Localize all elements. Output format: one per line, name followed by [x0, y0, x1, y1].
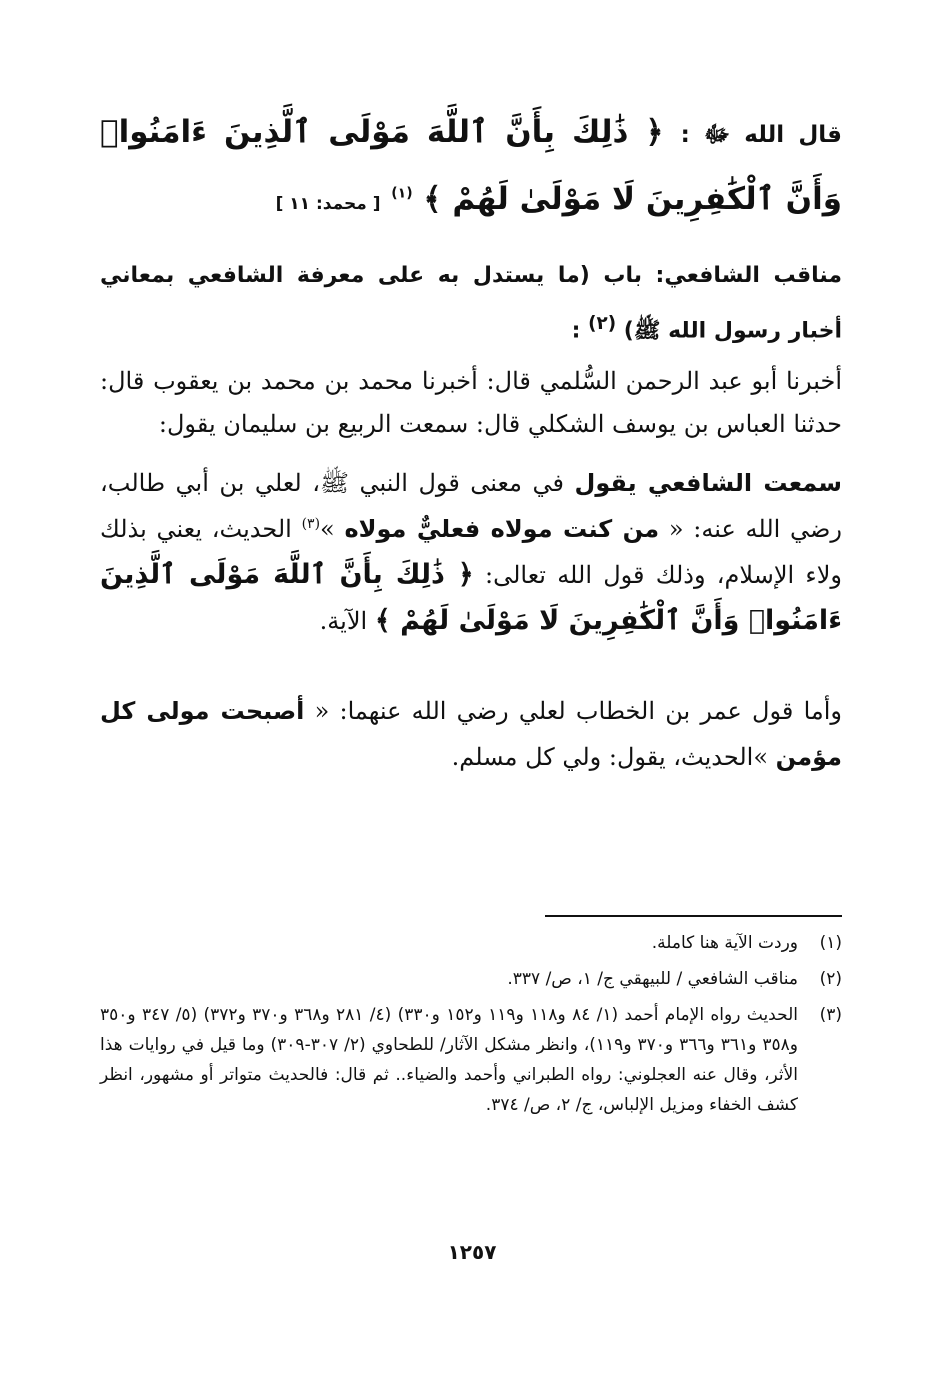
footnote-divider	[545, 915, 842, 917]
paragraph-3-text-b: »الحديث، يقول: ولي كل مسلم.	[451, 743, 776, 771]
verse-text: ﴿ ذَٰلِكَ بِأَنَّ ٱللَّهَ مَوْلَى ٱلَّذِينَ ءَامَنُوا۟ وَأَنَّ ٱلْكَٰفِرِينَ لَا مَوْلَىٰ لَهُمْ ﴾	[100, 114, 842, 217]
footnote-text: الحديث رواه الإمام أحمد (١/ ٨٤ و١١٨ و١١٩ و١٥٢ و٣٣٠) (٤/ ٢٨١ و٣٦٨ و٣٧٠ و٣٧٢) (٥/ ٣٤٧ و٣٥٠ و٣٥٨ و٣٦١ و٣٦٦ و٣٧٠ و١١٩)، وانظر مشكل الآثار/ للطحاوي (٢/ ٣٠٧-٣٠٩) وما قيل في روايات هذا الأثر، وقال عنه العجلوني: رواه الطبراني وأحمد والضياء.. ثم قال: فالحديث متواتر أو مشهور، انظر كشف الخفاء ومزيل الإلباس، ج/ ٢، ص/ ٣٧٤.	[100, 1005, 798, 1115]
umar-quote: أصبحت مولى كل مؤمن	[100, 697, 842, 771]
heading-tail: :	[571, 318, 581, 344]
paragraph-2-tail: الآية.	[319, 607, 375, 635]
footnote-number: (٢)	[819, 969, 842, 989]
verse-source: [ محمد: ١١ ]	[275, 194, 381, 214]
heading-text: مناقب الشافعي: باب (ما يستدل به على معرفة الشافعي بمعاني أخبار رسول الله ﷺ)	[100, 263, 842, 344]
paragraph-umar	[100, 688, 842, 780]
footnote-number: (٣)	[819, 1005, 842, 1025]
footnote-text: وردت الآية هنا كاملة.	[651, 933, 798, 953]
hadith-quote: من كنت مولاه فعليٌّ مولاه	[344, 515, 660, 543]
footnote-text: مناقب الشافعي / للبيهقي ج/ ١، ص/ ٣٣٧.	[507, 969, 798, 989]
paragraph-2-text-a: في معنى قول النبي ﷺ، لعلي بن أبي طالب، رضي الله عنه: «	[100, 469, 842, 543]
footnote-number: (١)	[819, 933, 842, 953]
footnote-item	[100, 964, 842, 994]
paragraph-2-verse: ﴿ ذَٰلِكَ بِأَنَّ ٱللَّهَ مَوْلَى ٱلَّذِينَ ءَامَنُوا۟ وَأَنَّ ٱلْكَٰفِرِينَ لَا مَوْلَىٰ لَهُمْ ﴾	[100, 559, 842, 636]
paragraph-1-text: أخبرنا أبو عبد الرحمن السُّلمي قال: أخبرنا محمد بن محمد بن يعقوب قال: حدثنا العباس بن يوسف الشكلي قال: سمعت الربيع بن سليمان يقول:	[100, 367, 842, 438]
section-heading	[100, 252, 842, 355]
paragraph-shafii	[100, 460, 842, 644]
paragraph-3-text-a: وأما قول عمر بن الخطاب لعلي رضي الله عنهما: «	[304, 697, 842, 725]
paragraph-isnad	[100, 360, 842, 446]
footnote-ref-2: (٢)	[588, 313, 617, 334]
page-number: ١٢٥٧	[447, 1240, 497, 1264]
footnote-ref-3: (٣)	[301, 516, 321, 532]
paragraph-2-text-b: »	[320, 515, 345, 543]
opening-verse	[100, 100, 842, 236]
paragraph-2-text-c: الحديث، يعني بذلك ولاء الإسلام، وذلك قول الله تعالى:	[100, 515, 842, 589]
footnotes	[100, 928, 842, 1126]
footnote-ref-1: (١)	[391, 185, 413, 202]
footnote-item	[100, 1000, 842, 1120]
footnote-item	[100, 928, 842, 958]
paragraph-2-bold-lead: سمعت الشافعي يقول	[574, 469, 842, 497]
verse-lead: قال الله ﷻ :	[680, 122, 842, 148]
